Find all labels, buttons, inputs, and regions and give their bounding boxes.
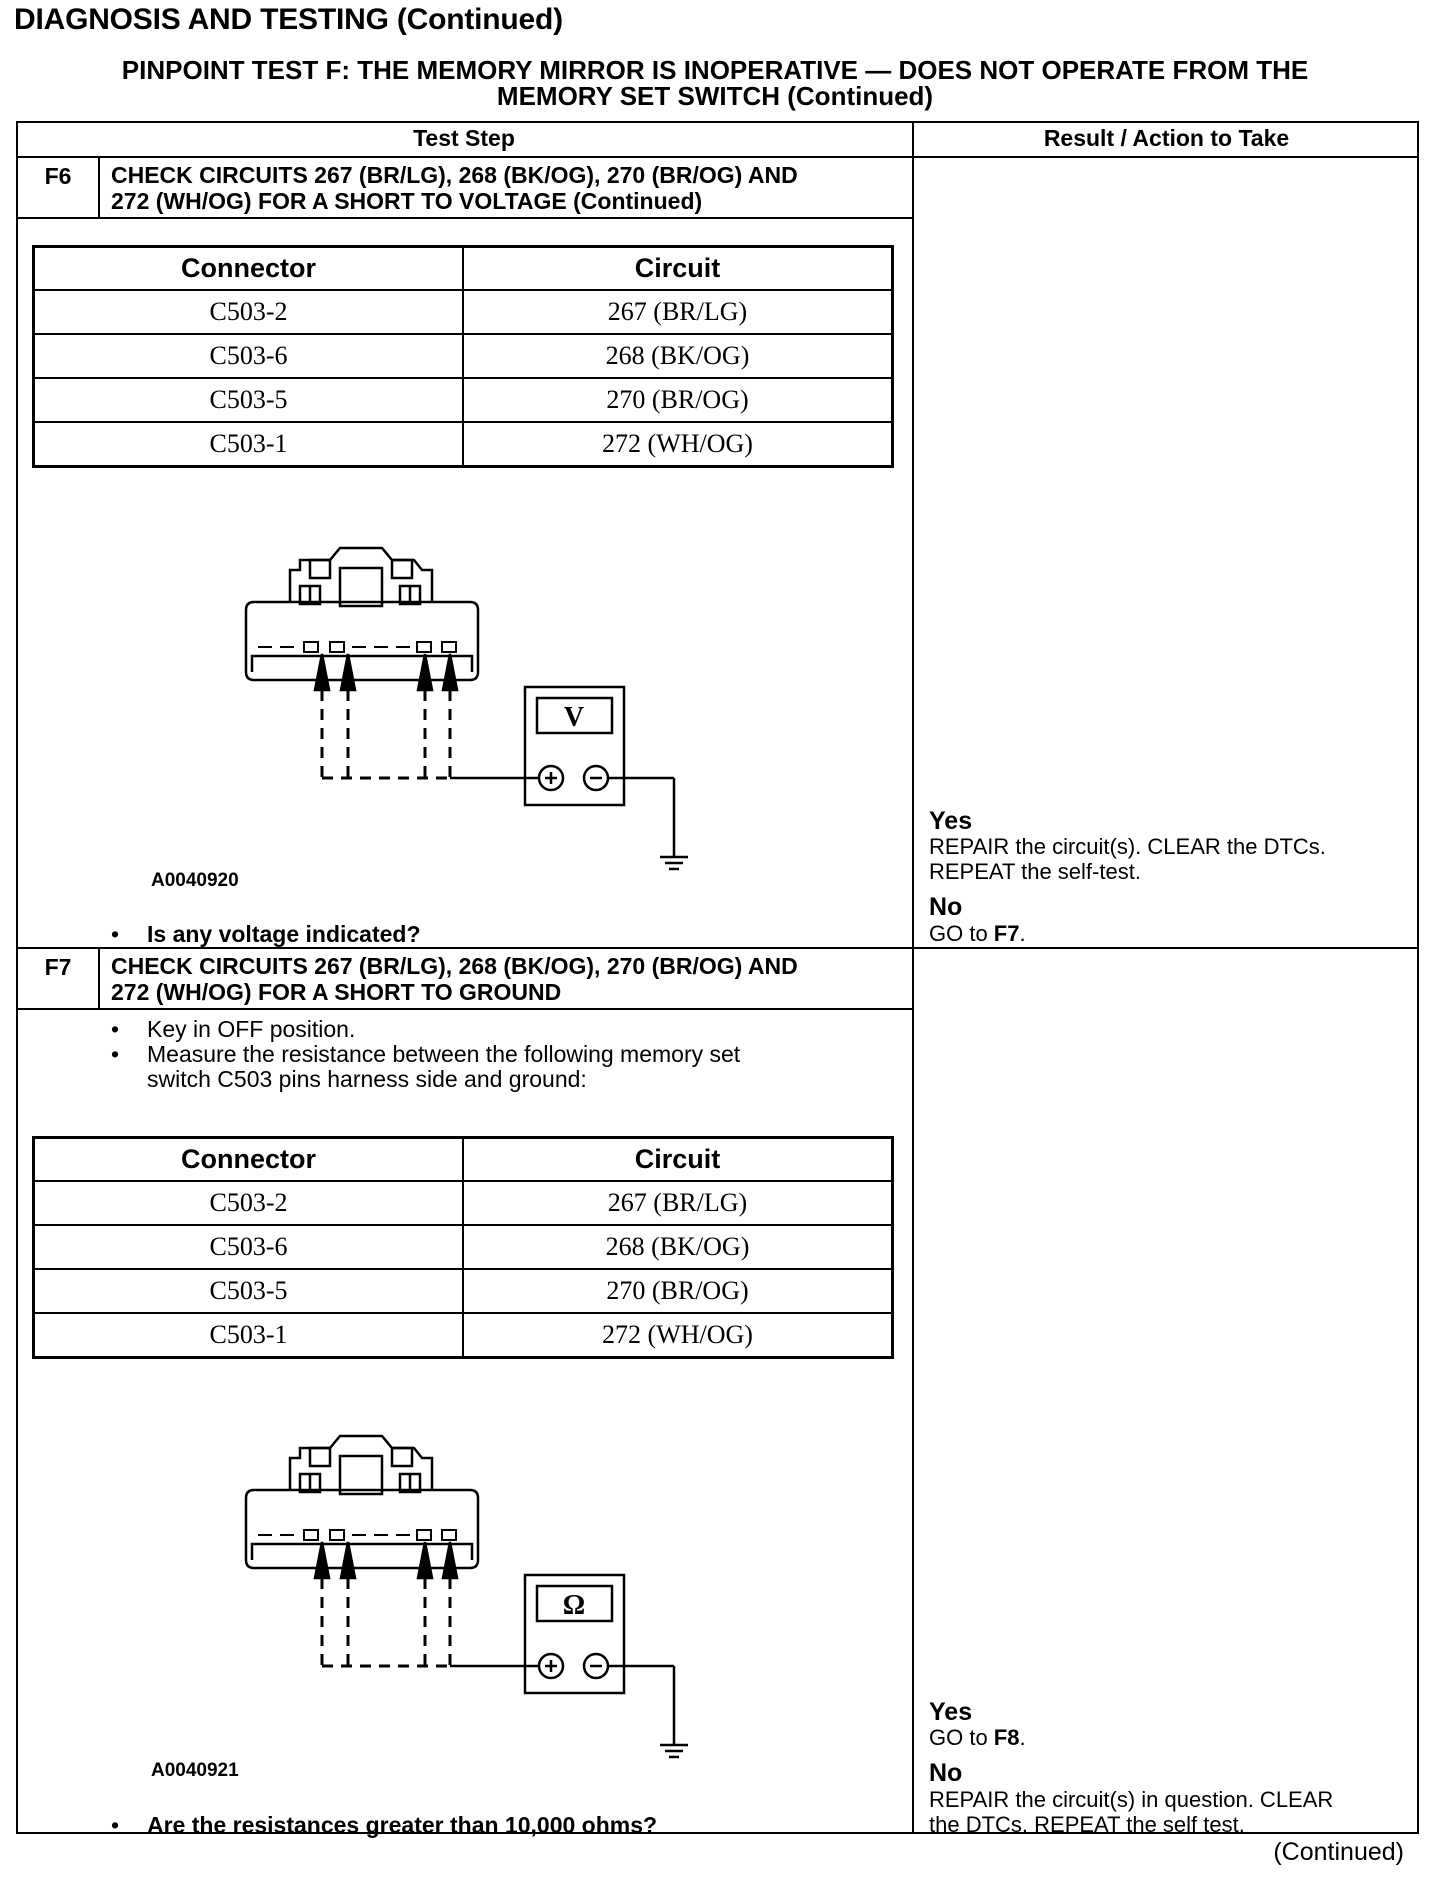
question-f7-text: Are the resistances greater than 10,000 ohms?: [147, 1812, 658, 1838]
page-title: DIAGNOSIS AND TESTING (Continued): [14, 3, 563, 36]
circuit-header: Circuit: [463, 1138, 893, 1182]
connector-header: Connector: [34, 247, 464, 291]
instruction-measure-line-1: Measure the resistance between the following memory set: [147, 1041, 741, 1067]
connector-cell: C503-1: [34, 1313, 464, 1358]
result-yes-f6-line-2: REPEAT the self-test.: [929, 859, 1141, 884]
instruction-key-off-text: Key in OFF position.: [147, 1016, 356, 1042]
goto-f7-link[interactable]: F7: [993, 921, 1020, 946]
connector-cell: C503-2: [34, 290, 464, 334]
connector-pins: [258, 1530, 456, 1540]
goto-prefix: GO to: [929, 921, 994, 946]
probe-arrows: [315, 1542, 457, 1578]
circuit-cell: 268 (BK/OG): [463, 334, 893, 378]
bullet-dot: •: [111, 921, 120, 947]
connector-cell: C503-5: [34, 1269, 464, 1313]
result-no-text-f7: [929, 1787, 1333, 1837]
meter-symbol-v: V: [563, 702, 585, 733]
circuit-cell: 267 (BR/LG): [463, 290, 893, 334]
bullet-dot: •: [111, 1812, 120, 1838]
circuit-cell: 267 (BR/LG): [463, 1181, 893, 1225]
ground-symbol-icon: [660, 1745, 688, 1757]
figure-id-f6: A0040920: [151, 870, 239, 891]
pinpoint-title-line-2: MEMORY SET SWITCH (Continued): [496, 81, 934, 111]
goto-suffix: .: [1019, 1725, 1026, 1750]
connector-header: Connector: [34, 1138, 464, 1182]
step-id-f6: F6: [44, 163, 72, 189]
instruction-measure-line-2: switch C503 pins harness side and ground:: [147, 1066, 587, 1092]
meter-symbol-omega: Ω: [562, 1590, 586, 1621]
connector-cell: C503-6: [34, 1225, 464, 1269]
probe-leads-dashed: [322, 1578, 450, 1666]
pinpoint-title-line-1: PINPOINT TEST F: THE MEMORY MIRROR IS INOPERATIVE — DOES NOT OPERATE FROM THE: [121, 55, 1309, 85]
goto-f8-link[interactable]: F8: [993, 1725, 1020, 1750]
result-no-f7-line-2: the DTCs. REPEAT the self test.: [929, 1812, 1245, 1837]
result-yes-label-f7: Yes: [929, 1698, 973, 1726]
figure-id-f7: A0040921: [151, 1760, 239, 1781]
goto-prefix: GO to: [929, 1725, 994, 1750]
step-title-f7-line-2: 272 (WH/OG) FOR A SHORT TO GROUND: [111, 979, 562, 1005]
result-no-label-f7: No: [929, 1759, 963, 1787]
result-yes-label-f6: Yes: [929, 807, 973, 835]
circuit-cell: 270 (BR/OG): [463, 378, 893, 422]
circuit-cell: 272 (WH/OG): [463, 422, 893, 467]
result-no-label-f6: No: [929, 893, 963, 921]
result-yes-f6-line-1: REPAIR the circuit(s). CLEAR the DTCs.: [929, 834, 1326, 859]
step-title-f6-line-2: 272 (WH/OG) FOR A SHORT TO VOLTAGE (Continued): [111, 188, 703, 214]
circuit-cell: 268 (BK/OG): [463, 1225, 893, 1269]
connector-cell: C503-2: [34, 1181, 464, 1225]
meter-wiring: [450, 1666, 674, 1745]
circuit-cell: 270 (BR/OG): [463, 1269, 893, 1313]
result-yes-text-f7: [929, 1725, 1026, 1750]
step-id-f7: F7: [44, 954, 72, 980]
step-title-f6-line-1: CHECK CIRCUITS 267 (BR/LG), 268 (BK/OG), 270 (BR/OG) AND: [111, 162, 798, 188]
question-f6-text: Is any voltage indicated?: [147, 921, 421, 947]
circuit-header: Circuit: [463, 247, 893, 291]
result-no-f7-line-1: REPAIR the circuit(s) in question. CLEAR: [929, 1787, 1334, 1812]
connector-c503-icon: [246, 1436, 478, 1568]
step-title-f7-line-1: CHECK CIRCUITS 267 (BR/LG), 268 (BK/OG), 270 (BR/OG) AND: [111, 953, 798, 979]
bullet-dot: •: [111, 1016, 120, 1042]
connector-cell: C503-6: [34, 334, 464, 378]
connector-cell: C503-5: [34, 378, 464, 422]
connector-cell: C503-1: [34, 422, 464, 467]
header-result-action: Result / Action to Take: [1043, 125, 1290, 151]
continued-note: (Continued): [1273, 1838, 1404, 1866]
header-test-step: Test Step: [413, 125, 515, 151]
bullet-dot: •: [111, 1041, 120, 1067]
goto-suffix: .: [1019, 921, 1026, 946]
circuit-cell: 272 (WH/OG): [463, 1313, 893, 1358]
